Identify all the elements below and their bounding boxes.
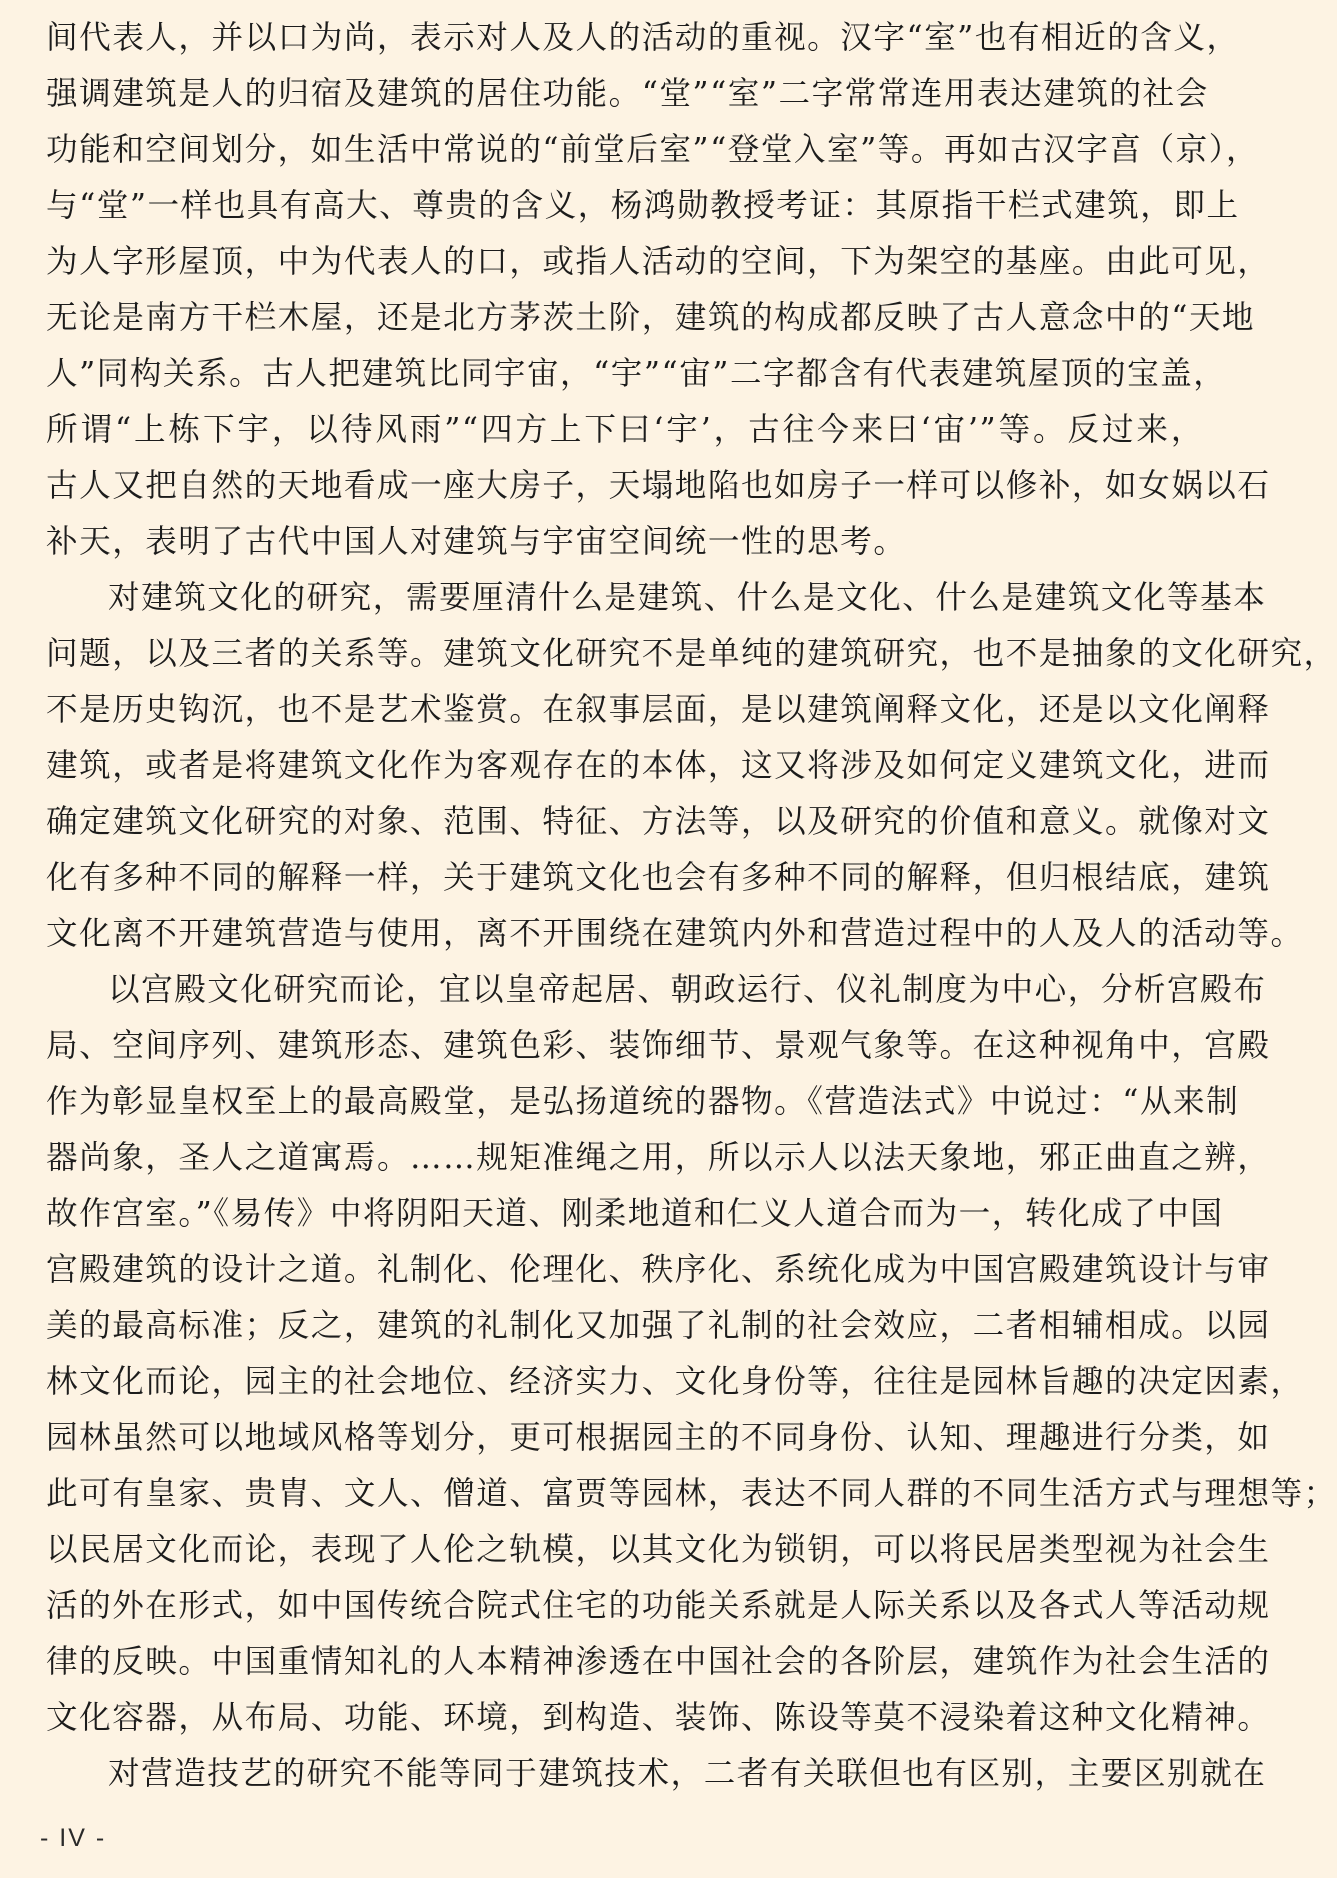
text-line: 对建筑文化的研究，需要厘清什么是建筑、什么是文化、什么是建筑文化等基本: [108, 580, 1267, 616]
text-line: 所谓“上栋下宇，以待风雨”“四方上下曰‘宇’，古往今来曰‘宙’”等。反过来，: [46, 412, 1204, 448]
text-line: 文化容器，从布局、功能、环境，到构造、装饰、陈设等莫不浸染着这种文化精神。: [46, 1700, 1271, 1736]
text-line: 宫殿建筑的设计之道。礼制化、伦理化、秩序化、系统化成为中国宫殿建筑设计与审: [46, 1252, 1271, 1288]
text-line: 故作宫室。”《易传》中将阴阳天道、刚柔地道和仁义人道合而为一，转化成了中国: [46, 1196, 1224, 1232]
text-line: 器尚象，圣人之道寓焉。……规矩准绳之用，所以示人以法天象地，邪正曲直之辨，: [46, 1140, 1271, 1176]
text-line: 园林虽然可以地域风格等划分，更可根据园主的不同身份、认知、理趣进行分类，如: [46, 1420, 1271, 1456]
text-line: 作为彰显皇权至上的最高殿堂，是弘扬道统的器物。《营造法式》中说过：“从来制: [46, 1084, 1240, 1120]
text-line: 间代表人，并以口为尚，表示对人及人的活动的重视。汉字“室”也有相近的含义，: [46, 20, 1240, 56]
text-line: 无论是南方干栏木屋，还是北方茅茨土阶，建筑的构成都反映了古人意念中的“天地: [46, 300, 1256, 336]
text-line: 以宫殿文化研究而论，宜以皇帝起居、朝政运行、仪礼制度为中心，分析宫殿布: [108, 972, 1267, 1008]
text-line: 建筑，或者是将建筑文化作为客观存在的本体，这又将涉及如何定义建筑文化，进而: [46, 748, 1271, 784]
text-line: 以民居文化而论，表现了人伦之轨模，以其文化为锁钥，可以将民居类型视为社会生: [46, 1532, 1271, 1568]
text-line: 律的反映。中国重情知礼的人本精神渗透在中国社会的各阶层，建筑作为社会生活的: [46, 1644, 1271, 1680]
text-line: 与“堂”一样也具有高大、尊贵的含义，杨鸿勋教授考证：其原指干栏式建筑，即上: [46, 188, 1240, 224]
text-line: 为人字形屋顶，中为代表人的口，或指人活动的空间，下为架空的基座。由此可见，: [46, 244, 1271, 280]
document-body: [46, 10, 1337, 1802]
text-line: 确定建筑文化研究的对象、范围、特征、方法等，以及研究的价值和意义。就像对文: [46, 804, 1271, 840]
text-line: 林文化而论，园主的社会地位、经济实力、文化身份等，往往是园林旨趣的决定因素，: [46, 1364, 1304, 1400]
text-line: 文化离不开建筑营造与使用，离不开围绕在建筑内外和营造过程中的人及人的活动等。: [46, 916, 1304, 952]
text-line: 古人又把自然的天地看成一座大房子，天塌地陷也如房子一样可以修补，如女娲以石: [46, 468, 1271, 504]
text-line: 问题，以及三者的关系等。建筑文化研究不是单纯的建筑研究，也不是抽象的文化研究，: [46, 636, 1337, 672]
text-line: 此可有皇家、贵胄、文人、僧道、富贾等园林，表达不同人群的不同生活方式与理想等；: [46, 1476, 1337, 1512]
page-number: - IV -: [40, 1824, 107, 1852]
text-line: 美的最高标准；反之，建筑的礼制化又加强了礼制的社会效应，二者相辅相成。以园: [46, 1308, 1271, 1344]
text-line: 局、空间序列、建筑形态、建筑色彩、装饰细节、景观气象等。在这种视角中，宫殿: [46, 1028, 1271, 1064]
text-line: 对营造技艺的研究不能等同于建筑技术，二者有关联但也有区别，主要区别就在: [108, 1756, 1267, 1792]
text-line: 活的外在形式，如中国传统合院式住宅的功能关系就是人际关系以及各式人等活动规: [46, 1588, 1271, 1624]
text-line: 强调建筑是人的归宿及建筑的居住功能。“堂”“室”二字常常连用表达建筑的社会: [46, 76, 1209, 112]
text-line: 功能和空间划分，如生活中常说的“前堂后室”“登堂入室”等。再如古汉字亯（京），: [46, 132, 1260, 168]
text-line: 不是历史钩沉，也不是艺术鉴赏。在叙事层面，是以建筑阐释文化，还是以文化阐释: [46, 692, 1271, 728]
text-line: 化有多种不同的解释一样，关于建筑文化也会有多种不同的解释，但归根结底，建筑: [46, 860, 1271, 896]
text-line: 人”同构关系。古人把建筑比同宇宙，“宇”“宙”二字都含有代表建筑屋顶的宝盖，: [46, 356, 1227, 392]
text-line: 补天，表明了古代中国人对建筑与宇宙空间统一性的思考。: [46, 524, 907, 560]
